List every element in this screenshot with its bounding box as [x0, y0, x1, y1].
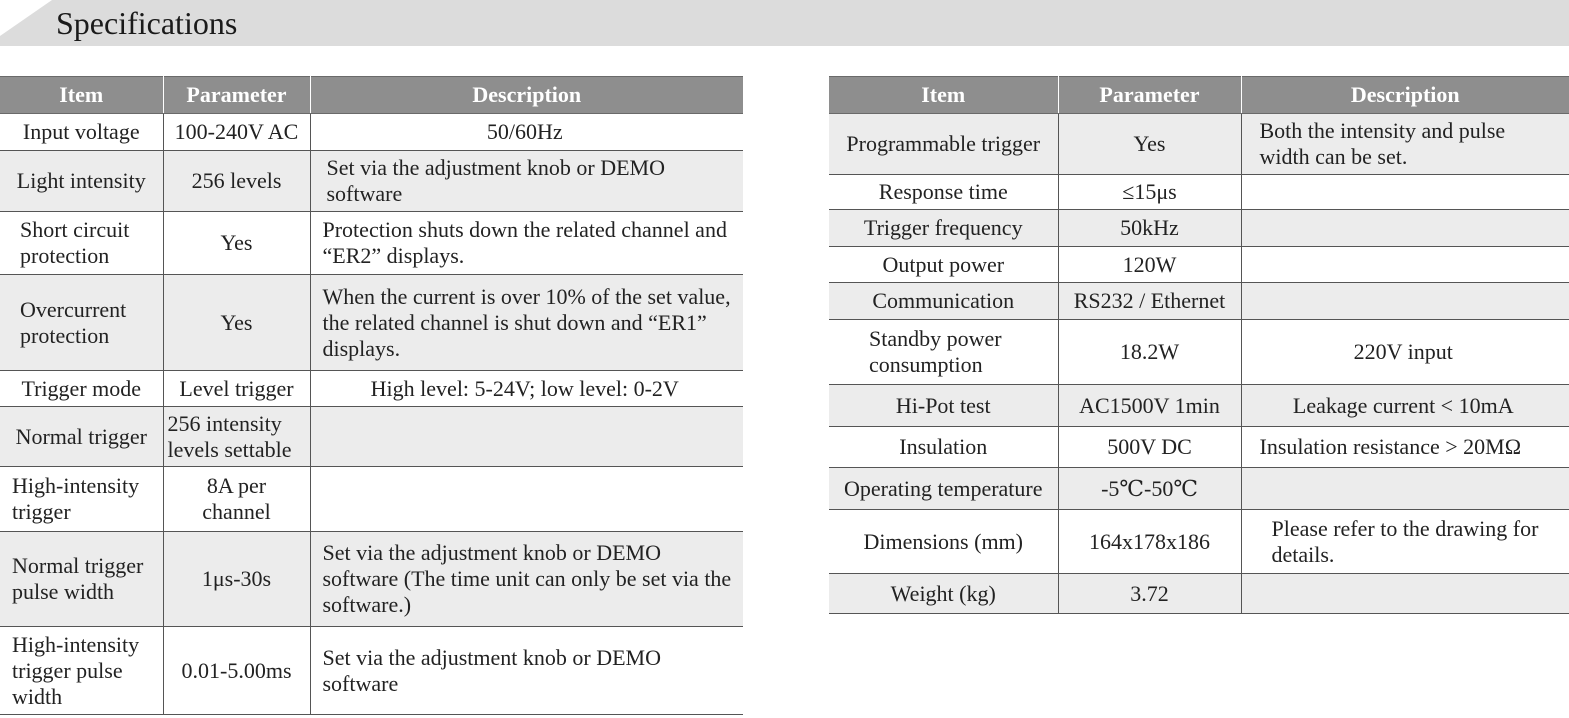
- table-row: [829, 385, 1569, 427]
- cell-description: [310, 467, 743, 532]
- column-header-parameter: Parameter: [1058, 77, 1241, 114]
- table-row: [0, 275, 743, 371]
- cell-parameter: 50kHz: [1058, 210, 1241, 247]
- cell-description: Set via the adjustment knob or DEMO software: [310, 151, 743, 212]
- table-header-row: [829, 77, 1569, 114]
- cell-item: Hi-Pot test: [829, 385, 1058, 427]
- cell-item: Overcurrent protection: [0, 275, 163, 371]
- cell-description: [1241, 283, 1569, 320]
- cell-item: Insulation: [829, 427, 1058, 468]
- cell-parameter: Yes: [163, 275, 310, 371]
- header-accent-shape: [0, 0, 52, 36]
- spec-table-right: [829, 76, 1569, 614]
- cell-item: Standby power consumption: [829, 320, 1058, 385]
- table-row: [0, 467, 743, 532]
- column-header-item: Item: [0, 77, 163, 114]
- cell-parameter: 8A per channel: [163, 467, 310, 532]
- cell-parameter: 500V DC: [1058, 427, 1241, 468]
- cell-item: High-intensity trigger: [0, 467, 163, 532]
- cell-description: Set via the adjustment knob or DEMO software: [310, 627, 743, 715]
- cell-description: Protection shuts down the related channel and “ER2” displays.: [310, 212, 743, 275]
- cell-item: Programmable trigger: [829, 114, 1058, 175]
- cell-parameter: Level trigger: [163, 371, 310, 407]
- cell-description: 50/60Hz: [310, 114, 743, 151]
- table-row: [829, 510, 1569, 574]
- spec-table-left: [0, 76, 743, 715]
- table-row: [829, 210, 1569, 247]
- table-row: [0, 371, 743, 407]
- cell-item: Dimensions (mm): [829, 510, 1058, 574]
- cell-item: Communication: [829, 283, 1058, 320]
- table-row: [0, 114, 743, 151]
- cell-description: 220V input: [1241, 320, 1569, 385]
- table-row: [829, 175, 1569, 210]
- cell-item: Trigger mode: [0, 371, 163, 407]
- cell-description: When the current is over 10% of the set value, the related channel is shut down and “ER1” displays.: [310, 275, 743, 371]
- table-row: [0, 532, 743, 627]
- table-row: [829, 574, 1569, 614]
- cell-parameter: RS232 / Ethernet: [1058, 283, 1241, 320]
- cell-item: Input voltage: [0, 114, 163, 151]
- cell-description: [310, 407, 743, 467]
- cell-parameter: 1μs-30s: [163, 532, 310, 627]
- cell-description: [1241, 468, 1569, 510]
- table-row: [829, 468, 1569, 510]
- table-header-row: [0, 77, 743, 114]
- section-header: [0, 0, 1569, 46]
- cell-item: Weight (kg): [829, 574, 1058, 614]
- cell-item: Light intensity: [0, 151, 163, 212]
- table-row: [829, 320, 1569, 385]
- column-header-description: Description: [1241, 77, 1569, 114]
- cell-parameter: AC1500V 1min: [1058, 385, 1241, 427]
- cell-description: [1241, 210, 1569, 247]
- page-title: Specifications: [56, 5, 238, 41]
- cell-description: Please refer to the drawing for details.: [1241, 510, 1569, 574]
- cell-description: High level: 5-24V; low level: 0-2V: [310, 371, 743, 407]
- cell-description: [1241, 247, 1569, 283]
- table-row: [829, 283, 1569, 320]
- table-row: [829, 247, 1569, 283]
- cell-description: Both the intensity and pulse width can be set.: [1241, 114, 1569, 175]
- table-row: [0, 627, 743, 715]
- cell-parameter: 164x178x186: [1058, 510, 1241, 574]
- cell-parameter: 256 levels: [163, 151, 310, 212]
- cell-item: Short circuit protection: [0, 212, 163, 275]
- cell-parameter: 100-240V AC: [163, 114, 310, 151]
- cell-description: Leakage current < 10mA: [1241, 385, 1569, 427]
- cell-parameter: 3.72: [1058, 574, 1241, 614]
- cell-parameter: 120W: [1058, 247, 1241, 283]
- cell-parameter: -5℃-50℃: [1058, 468, 1241, 510]
- cell-parameter: 256 intensity levels settable: [163, 407, 310, 467]
- cell-description: [1241, 574, 1569, 614]
- table-row: [829, 114, 1569, 175]
- cell-description: Set via the adjustment knob or DEMO software (The time unit can only be set via the software.): [310, 532, 743, 627]
- cell-parameter: Yes: [1058, 114, 1241, 175]
- table-row: [0, 151, 743, 212]
- table-row: [0, 212, 743, 275]
- cell-item: Trigger frequency: [829, 210, 1058, 247]
- cell-item: Normal trigger pulse width: [0, 532, 163, 627]
- cell-item: Operating temperature: [829, 468, 1058, 510]
- column-header-item: Item: [829, 77, 1058, 114]
- table-row: [0, 407, 743, 467]
- column-header-description: Description: [310, 77, 743, 114]
- cell-item: Output power: [829, 247, 1058, 283]
- cell-item: Normal trigger: [0, 407, 163, 467]
- cell-parameter: ≤15μs: [1058, 175, 1241, 210]
- cell-parameter: Yes: [163, 212, 310, 275]
- cell-item: High-intensity trigger pulse width: [0, 627, 163, 715]
- cell-description: [1241, 175, 1569, 210]
- cell-parameter: 18.2W: [1058, 320, 1241, 385]
- cell-parameter: 0.01-5.00ms: [163, 627, 310, 715]
- cell-item: Response time: [829, 175, 1058, 210]
- column-header-parameter: Parameter: [163, 77, 310, 114]
- cell-description: Insulation resistance > 20MΩ: [1241, 427, 1569, 468]
- table-row: [829, 427, 1569, 468]
